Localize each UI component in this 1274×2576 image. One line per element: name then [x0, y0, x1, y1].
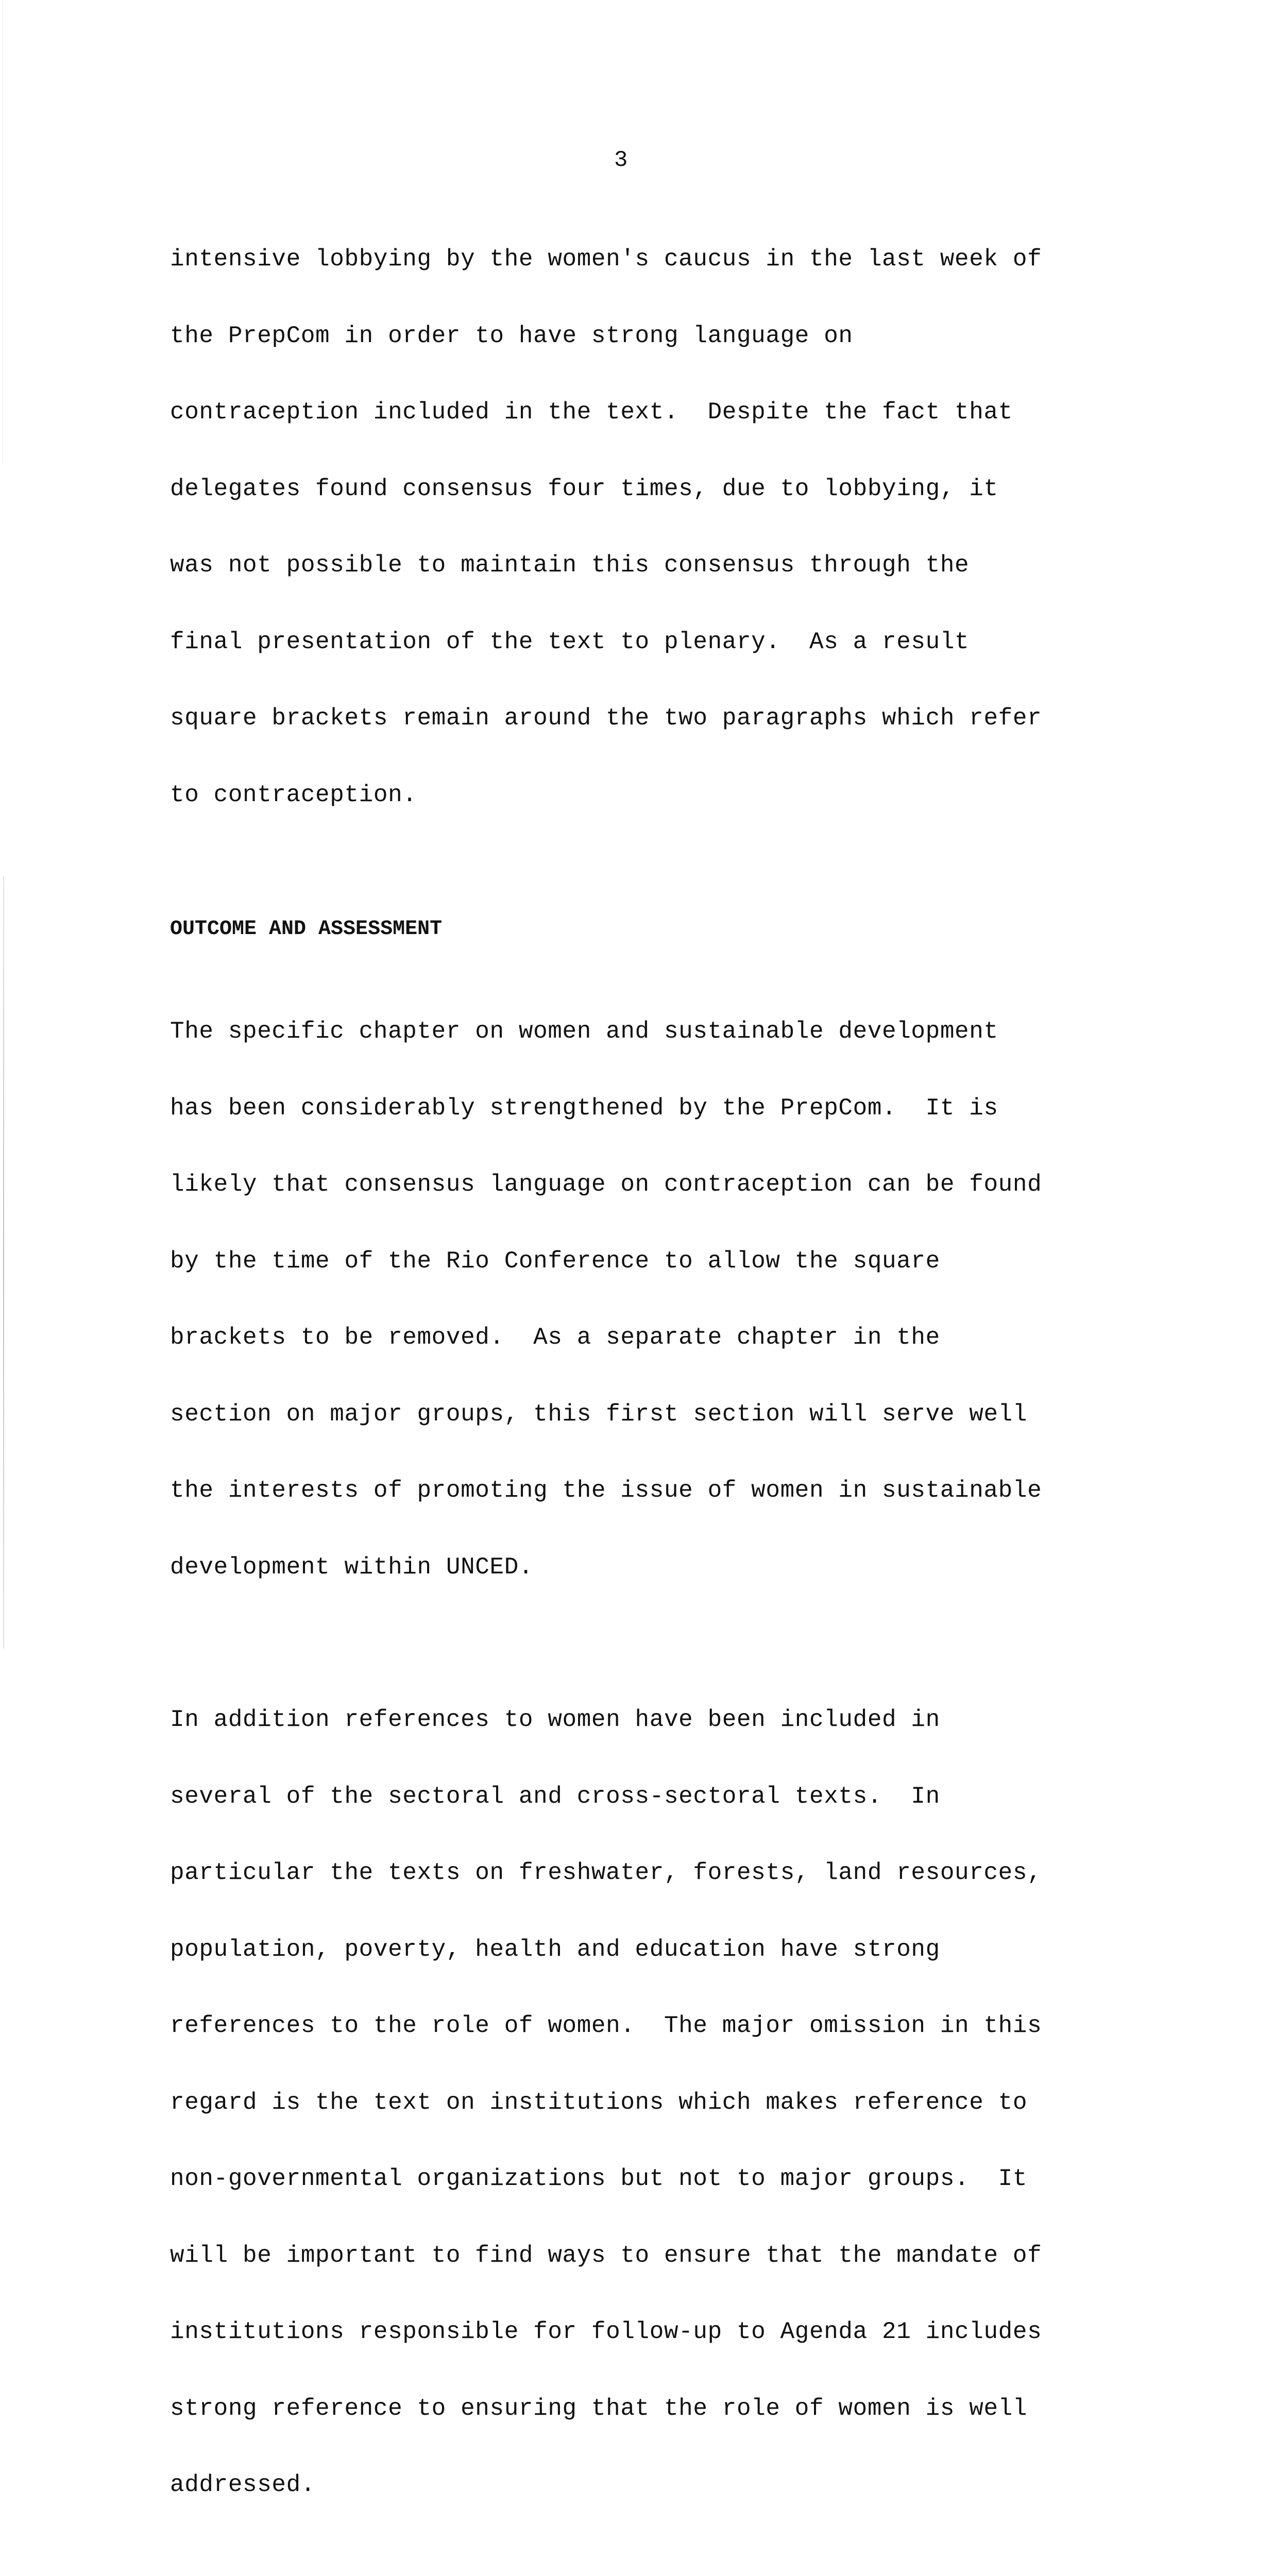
text-line: by the time of the Rio Conference to allow the square	[170, 1249, 1149, 1275]
text-line: particular the texts on freshwater, forests, land resources,	[170, 1860, 1149, 1886]
text-line: will be important to find ways to ensure that the mandate of	[170, 2243, 1149, 2269]
text-line: to contraception.	[170, 783, 1149, 808]
text-line: addressed.	[170, 2472, 1149, 2498]
text-line: the interests of promoting the issue of women in sustainable	[170, 1478, 1149, 1504]
text-line: population, poverty, health and education have strong	[170, 1937, 1149, 1963]
text-line: square brackets remain around the two paragraphs which refer	[170, 706, 1149, 732]
text-line: was not possible to maintain this consensus through the	[170, 553, 1149, 579]
text-line: intensive lobbying by the women's caucus in the last week of	[170, 247, 1149, 273]
text-line: non-governmental organizations but not to major groups. It	[170, 2166, 1149, 2192]
paragraph-rio-declaration	[170, 2574, 1149, 2576]
section-heading: OUTCOME AND ASSESSMENT	[170, 917, 1149, 942]
paragraph-women-chapter	[170, 968, 1149, 1631]
document-body	[170, 196, 1149, 2576]
scan-edge-shadow-top	[2, 0, 3, 464]
intro-paragraph	[170, 196, 1149, 859]
text-line: section on major groups, this first section will serve well	[170, 1402, 1149, 1428]
page-number: 3	[614, 147, 627, 173]
text-line: development within UNCED.	[170, 1555, 1149, 1581]
text-line: contraception included in the text. Despite the fact that	[170, 400, 1149, 426]
text-line: several of the sectoral and cross-sectoral texts. In	[170, 1784, 1149, 1810]
text-line: delegates found consensus four times, due to lobbying, it	[170, 477, 1149, 502]
text-line: final presentation of the text to plenary. As a result	[170, 630, 1149, 655]
text-line: references to the role of women. The major omission in this	[170, 2013, 1149, 2039]
text-line: likely that consensus language on contraception can be found	[170, 1172, 1149, 1198]
scan-edge-shadow	[3, 876, 4, 1649]
text-line: In addition references to women have been included in	[170, 1707, 1149, 1733]
text-line: strong reference to ensuring that the role of women is well	[170, 2396, 1149, 2422]
paragraph-references	[170, 1656, 1149, 2549]
text-line: institutions responsible for follow-up to Agenda 21 includes	[170, 2319, 1149, 2345]
text-line: has been considerably strengthened by the PrepCom. It is	[170, 1096, 1149, 1122]
text-line: brackets to be removed. As a separate chapter in the	[170, 1325, 1149, 1351]
text-line: the PrepCom in order to have strong language on	[170, 324, 1149, 349]
text-line: The specific chapter on women and sustainable development	[170, 1019, 1149, 1045]
text-line: regard is the text on institutions which makes reference to	[170, 2090, 1149, 2116]
